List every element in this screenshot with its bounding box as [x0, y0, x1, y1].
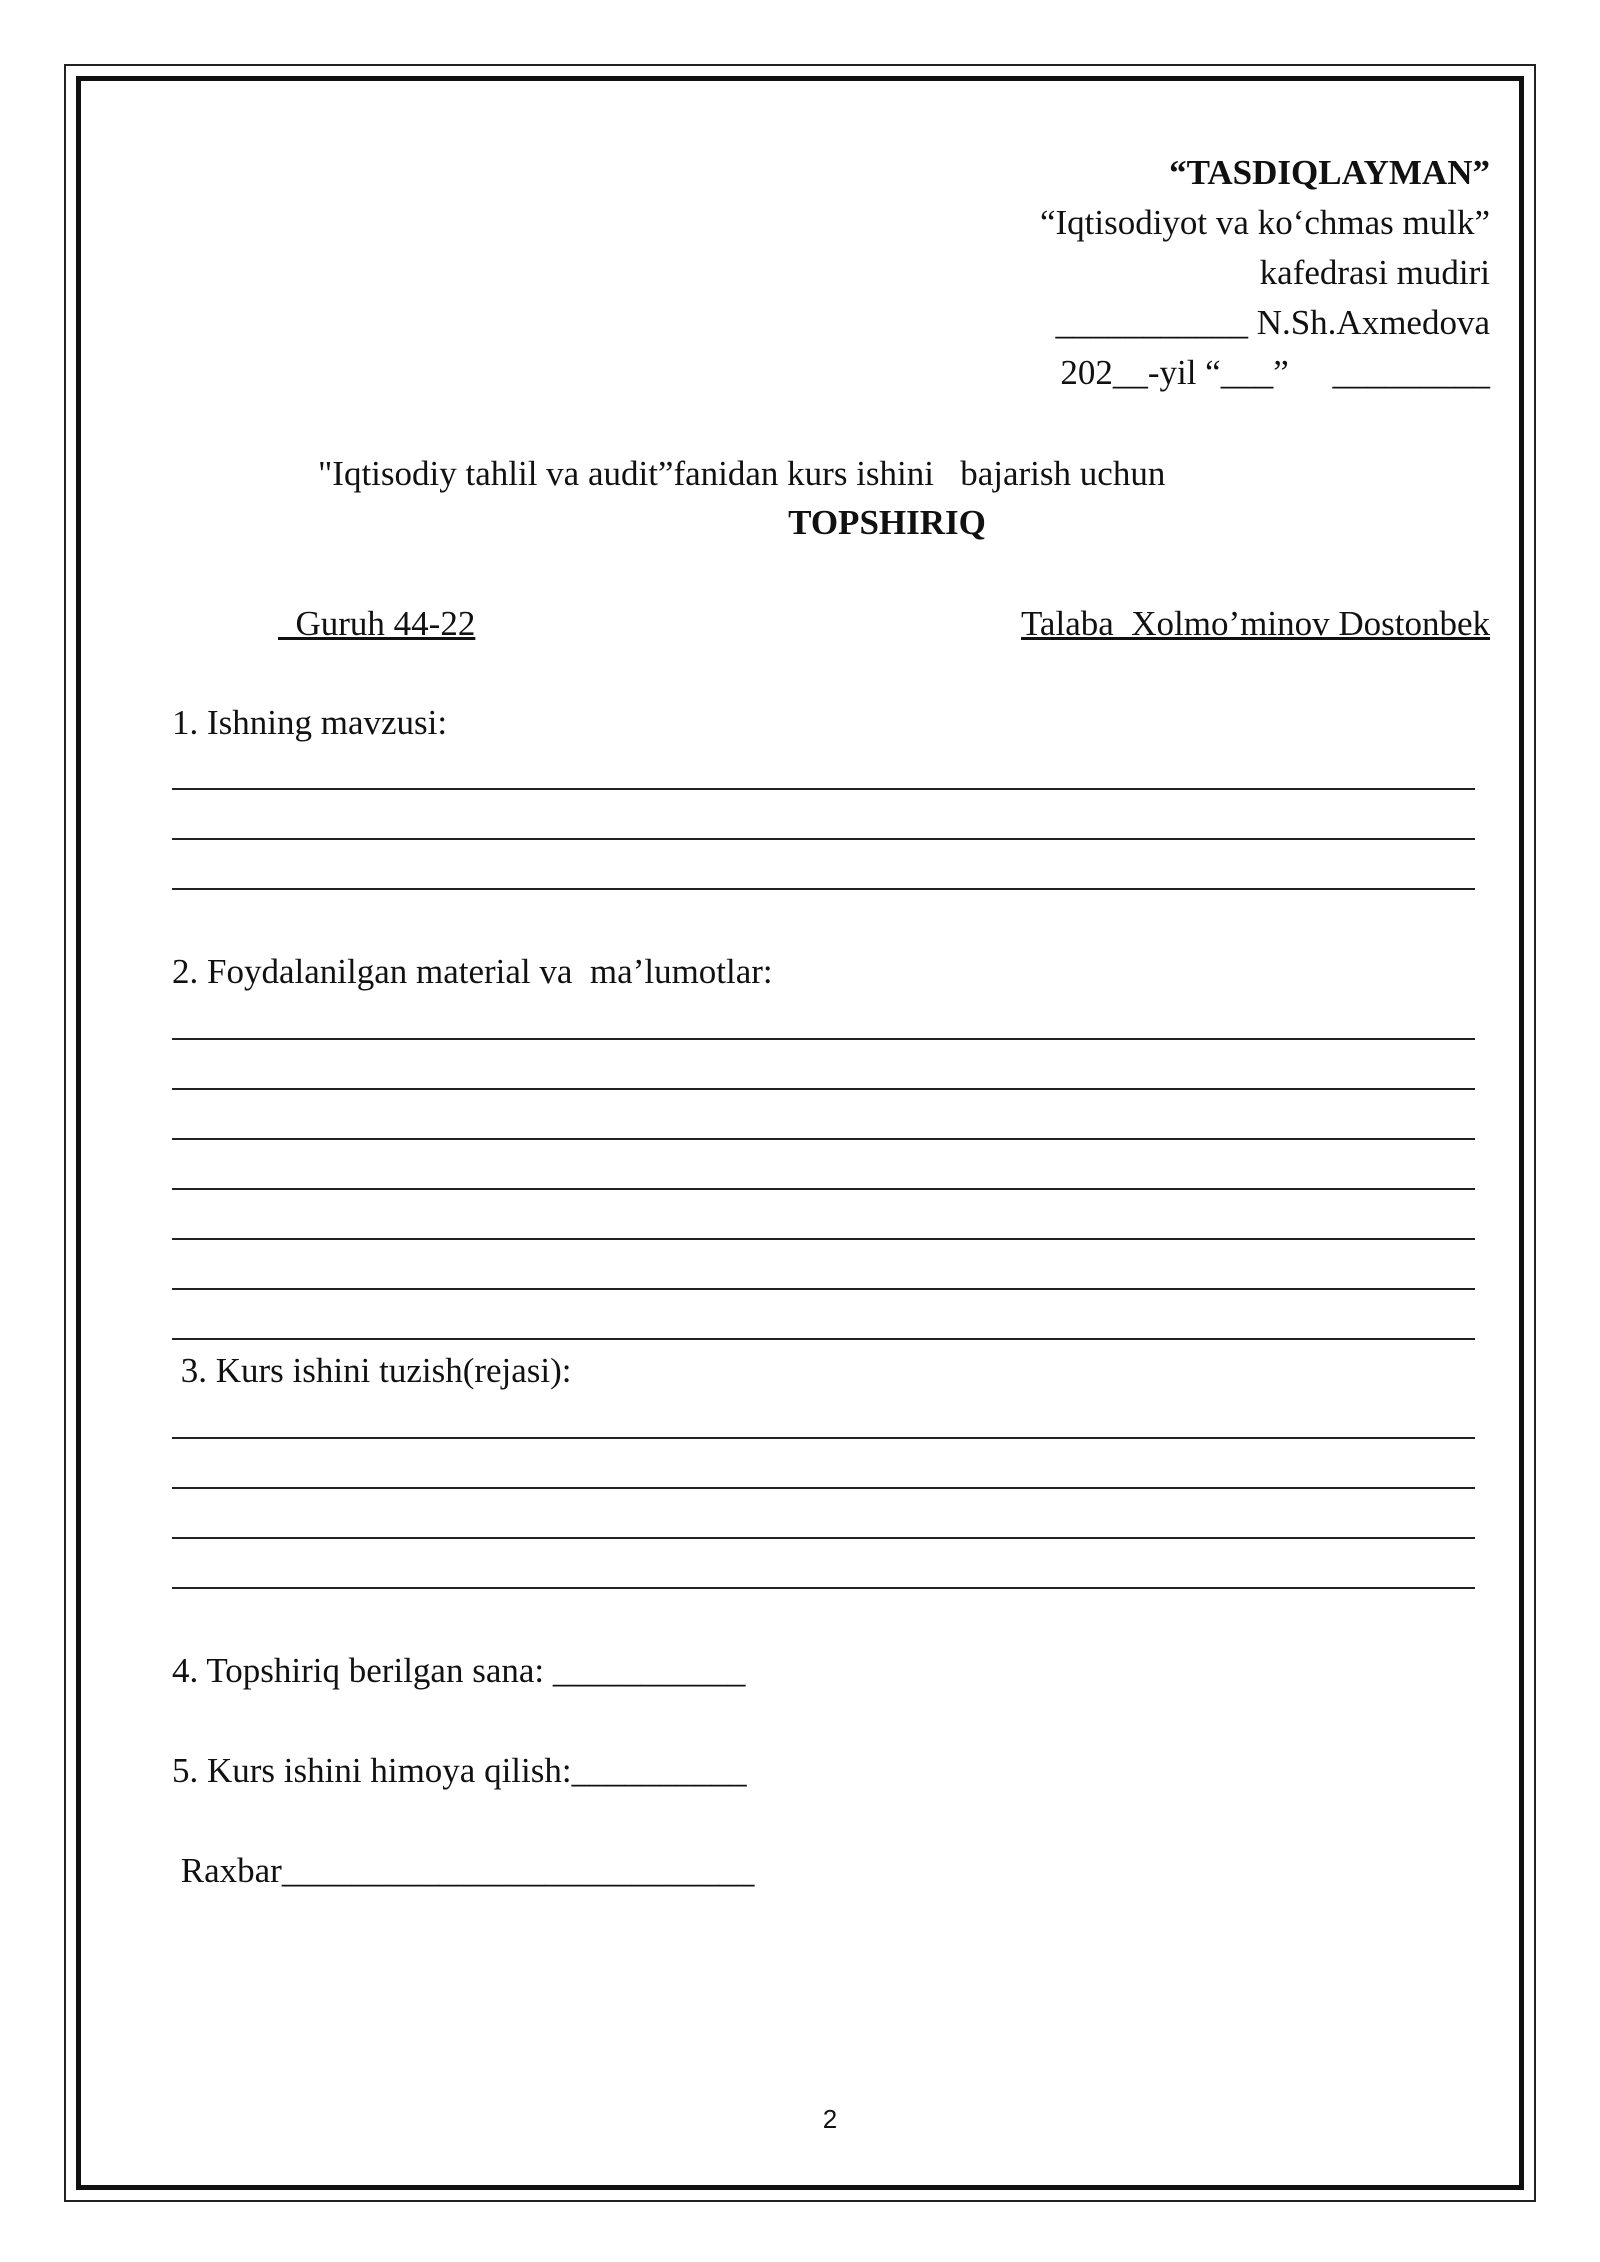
- blank-line: [172, 838, 1475, 840]
- blank-line: [172, 888, 1475, 890]
- section-2-label: 2. Foydalanilgan material va ma’lumotlar:: [172, 952, 773, 991]
- blank-line: [172, 1088, 1475, 1090]
- supervisor-label: Raxbar___________________________: [172, 1851, 755, 1890]
- document-heading: TOPSHIRIQ: [788, 503, 986, 542]
- section-4-label: 4. Topshiriq berilgan sana: ___________: [172, 1651, 746, 1690]
- section-1-label: 1. Ishning mavzusi:: [172, 703, 448, 742]
- group-label: Guruh 44-22: [278, 604, 476, 643]
- student-label: Talaba Xolmo’minov Dostonbek: [1021, 604, 1490, 643]
- blank-line: [172, 1587, 1475, 1589]
- blank-line: [172, 1038, 1475, 1040]
- blank-line: [172, 1537, 1475, 1539]
- page-number: 2: [822, 2104, 838, 2134]
- blank-line: [172, 1338, 1475, 1340]
- approval-date: 202__-yil “___” _________: [1060, 353, 1490, 392]
- blank-line: [172, 1188, 1475, 1190]
- approval-title: “TASDIQLAYMAN”: [1169, 153, 1490, 192]
- approval-position: kafedrasi mudiri: [1259, 253, 1490, 292]
- approval-signature: ___________ N.Sh.Axmedova: [1055, 303, 1490, 342]
- blank-line: [172, 1487, 1475, 1489]
- blank-line: [172, 1138, 1475, 1140]
- blank-line: [172, 788, 1475, 790]
- blank-line: [172, 1288, 1475, 1290]
- blank-line: [172, 1437, 1475, 1439]
- section-5-label: 5. Kurs ishini himoya qilish:__________: [172, 1751, 747, 1790]
- approval-department: “Iqtisodiyot va ko‘chmas mulk”: [1039, 203, 1490, 242]
- subject-line: "Iqtisodiy tahlil va audit”fanidan kurs ishini bajarish uchun: [318, 454, 1166, 493]
- blank-line: [172, 1238, 1475, 1240]
- section-3-label: 3. Kurs ishini tuzish(rejasi):: [172, 1351, 572, 1390]
